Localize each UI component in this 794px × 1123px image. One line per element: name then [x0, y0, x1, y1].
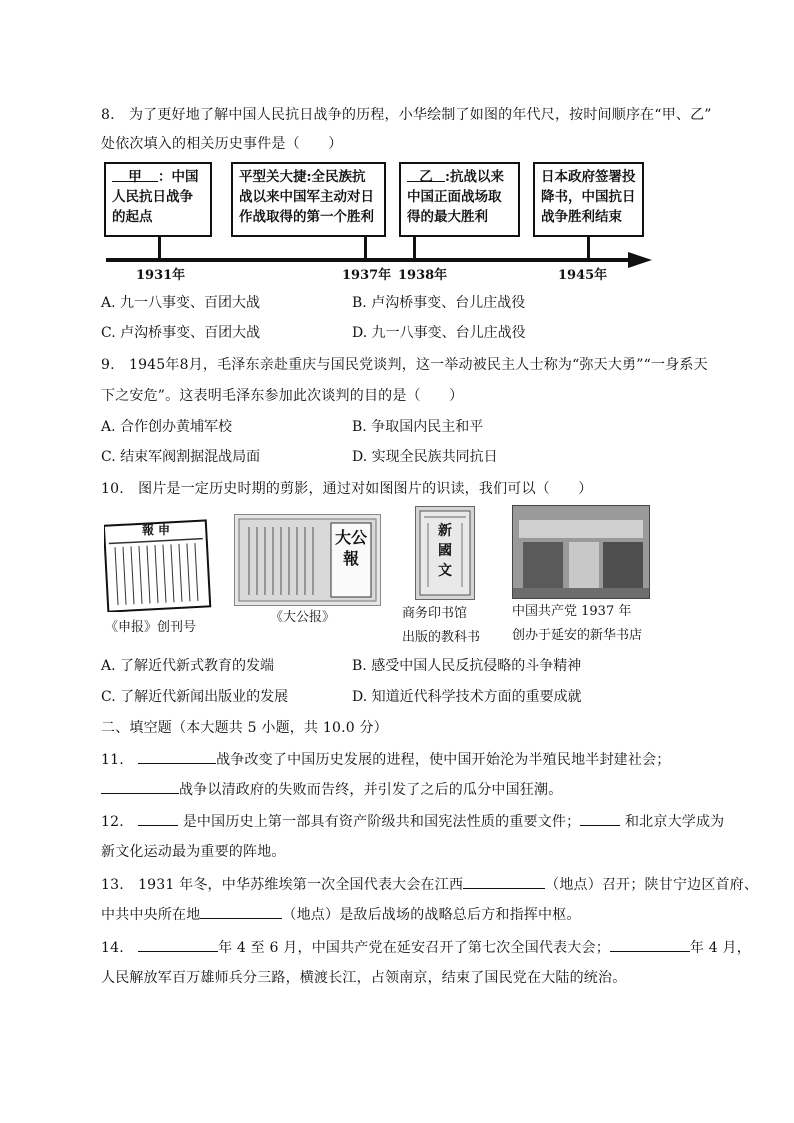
q11-blank-2: [101, 779, 179, 794]
dagongbao-image: [234, 514, 381, 606]
timeline-box-jia: 甲 ：中国 人民抗日战争 的起点: [104, 162, 212, 237]
xinhua-caption-line2: 创办于延安的新华书店: [512, 628, 643, 643]
textbook-title: 新國文: [438, 523, 452, 579]
q8-option-d: D. 九一八事变、台儿庄战役: [352, 325, 526, 341]
textbook-caption-line2: 出版的教科书: [402, 630, 481, 645]
timeline-year-1938: 1938年: [398, 268, 448, 283]
q11-line2: 战争以清政府的失败而告终，并引发了之后的瓜分中国狂潮。: [101, 779, 562, 799]
section-2-heading: 二、填空题（本大题共 5 小题，共 10.0 分）: [101, 720, 388, 736]
q8-option-b: B. 卢沟桥事变、台儿庄战役: [352, 295, 526, 311]
q9-option-c: C. 结束军阀割据混战局面: [101, 449, 261, 465]
q14-blank-2: [610, 937, 690, 952]
q8-option-c: C. 卢沟桥事变、百团大战: [101, 325, 261, 341]
q12-blank-2: [580, 811, 620, 826]
timeline-box-yi: 乙 :抗战以来 中国正面战场取 得的最大胜利: [399, 162, 520, 237]
dagongbao-masthead: 大公報: [335, 528, 368, 568]
blank-yi: 乙: [407, 167, 445, 182]
q10-option-d: D. 知道近代科学技术方面的重要成就: [352, 689, 582, 705]
timeline-year-1937: 1937年: [342, 268, 392, 283]
q14-blank-1: [138, 937, 218, 952]
q9-option-a: A. 合作创办黄埔军校: [101, 419, 233, 435]
q13-line2: 中共中央所在地 （地点）是敌后战场的战略总后方和指挥中枢。: [101, 904, 581, 924]
q10-stem: 10. 图片是一定历史时期的剪影，通过对如图图片的识读，我们可以（ ）: [101, 481, 593, 497]
shenbao-caption: 《申报》创刊号: [105, 620, 197, 635]
timeline-year-1931: 1931年: [136, 268, 186, 283]
xinhua-bookstore-photo: [512, 505, 650, 599]
q14-line1: 14. 年 4 至 6 月，中国共产党在延安召开了第七次全国代表大会； 年 4 月，: [101, 937, 751, 957]
q10-option-b: B. 感受中国人民反抗侵略的斗争精神: [352, 658, 582, 674]
timeline-box-pingxingguan: 平型关大捷:全民族抗 战以来中国军主动对日 作战取得的第一个胜利: [231, 162, 386, 237]
xinhua-caption-line1: 中国共产党 1937 年: [512, 604, 632, 619]
blank-jia: 甲: [112, 167, 158, 182]
q9-stem-line1: 9. 1945年8月，毛泽东亲赴重庆与国民党谈判，这一举动被民主人士称为“弥天大勇”“一身系天: [101, 357, 708, 373]
q12-line2: 新文化运动最为重要的阵地。: [101, 844, 286, 860]
shenbao-masthead: 報申: [142, 523, 175, 537]
q9-option-b: B. 争取国内民主和平: [352, 419, 484, 435]
q13-blank-1: [463, 874, 545, 889]
textbook-caption-line1: 商务印书馆: [402, 606, 468, 621]
q14-line2: 人民解放军百万雄师兵分三路，横渡长江，占领南京，结束了国民党在大陆的统治。: [101, 970, 627, 986]
q10-option-c: C. 了解近代新闻出版业的发展: [101, 689, 289, 705]
timeline-year-1945: 1945年: [558, 268, 608, 283]
q13-line1: 13. 1931 年冬，中华苏维埃第一次全国代表大会在江西 （地点）召开；陕甘宁边区首府、: [101, 874, 758, 894]
q11-line1: 11. 战争改变了中国历史发展的进程，使中国开始沦为半殖民地半封建社会；: [101, 749, 670, 769]
q12-line1: 12. 是中国历史上第一部具有资产阶级共和国宪法性质的重要文件； 和北京大学成为: [101, 811, 724, 831]
q8-stem-line2: 处依次填入的相关历史事件是（ ）: [101, 136, 343, 152]
q8-stem-line1: 8. 为了更好地了解中国人民抗日战争的历程，小华绘制了如图的年代尺，按时间顺序在“甲、乙”: [101, 107, 712, 123]
shenbao-image: [104, 517, 212, 612]
q10-option-a: A. 了解近代新式教育的发端: [101, 658, 275, 674]
q12-blank-1: [138, 811, 178, 826]
timeline-box-surrender: 日本政府签署投 降书，中国抗日 战争胜利结束: [533, 162, 644, 237]
q9-option-d: D. 实现全民族共同抗日: [352, 449, 498, 465]
dagongbao-caption: 《大公报》: [270, 610, 336, 625]
q9-stem-line2: 下之安危”。这表明毛泽东参加此次谈判的目的是（ ）: [101, 388, 464, 404]
q11-blank-1: [138, 749, 216, 764]
textbook-image: [415, 506, 475, 600]
q8-option-a: A. 九一八事变、百团大战: [101, 295, 261, 311]
q13-blank-2: [200, 904, 282, 919]
